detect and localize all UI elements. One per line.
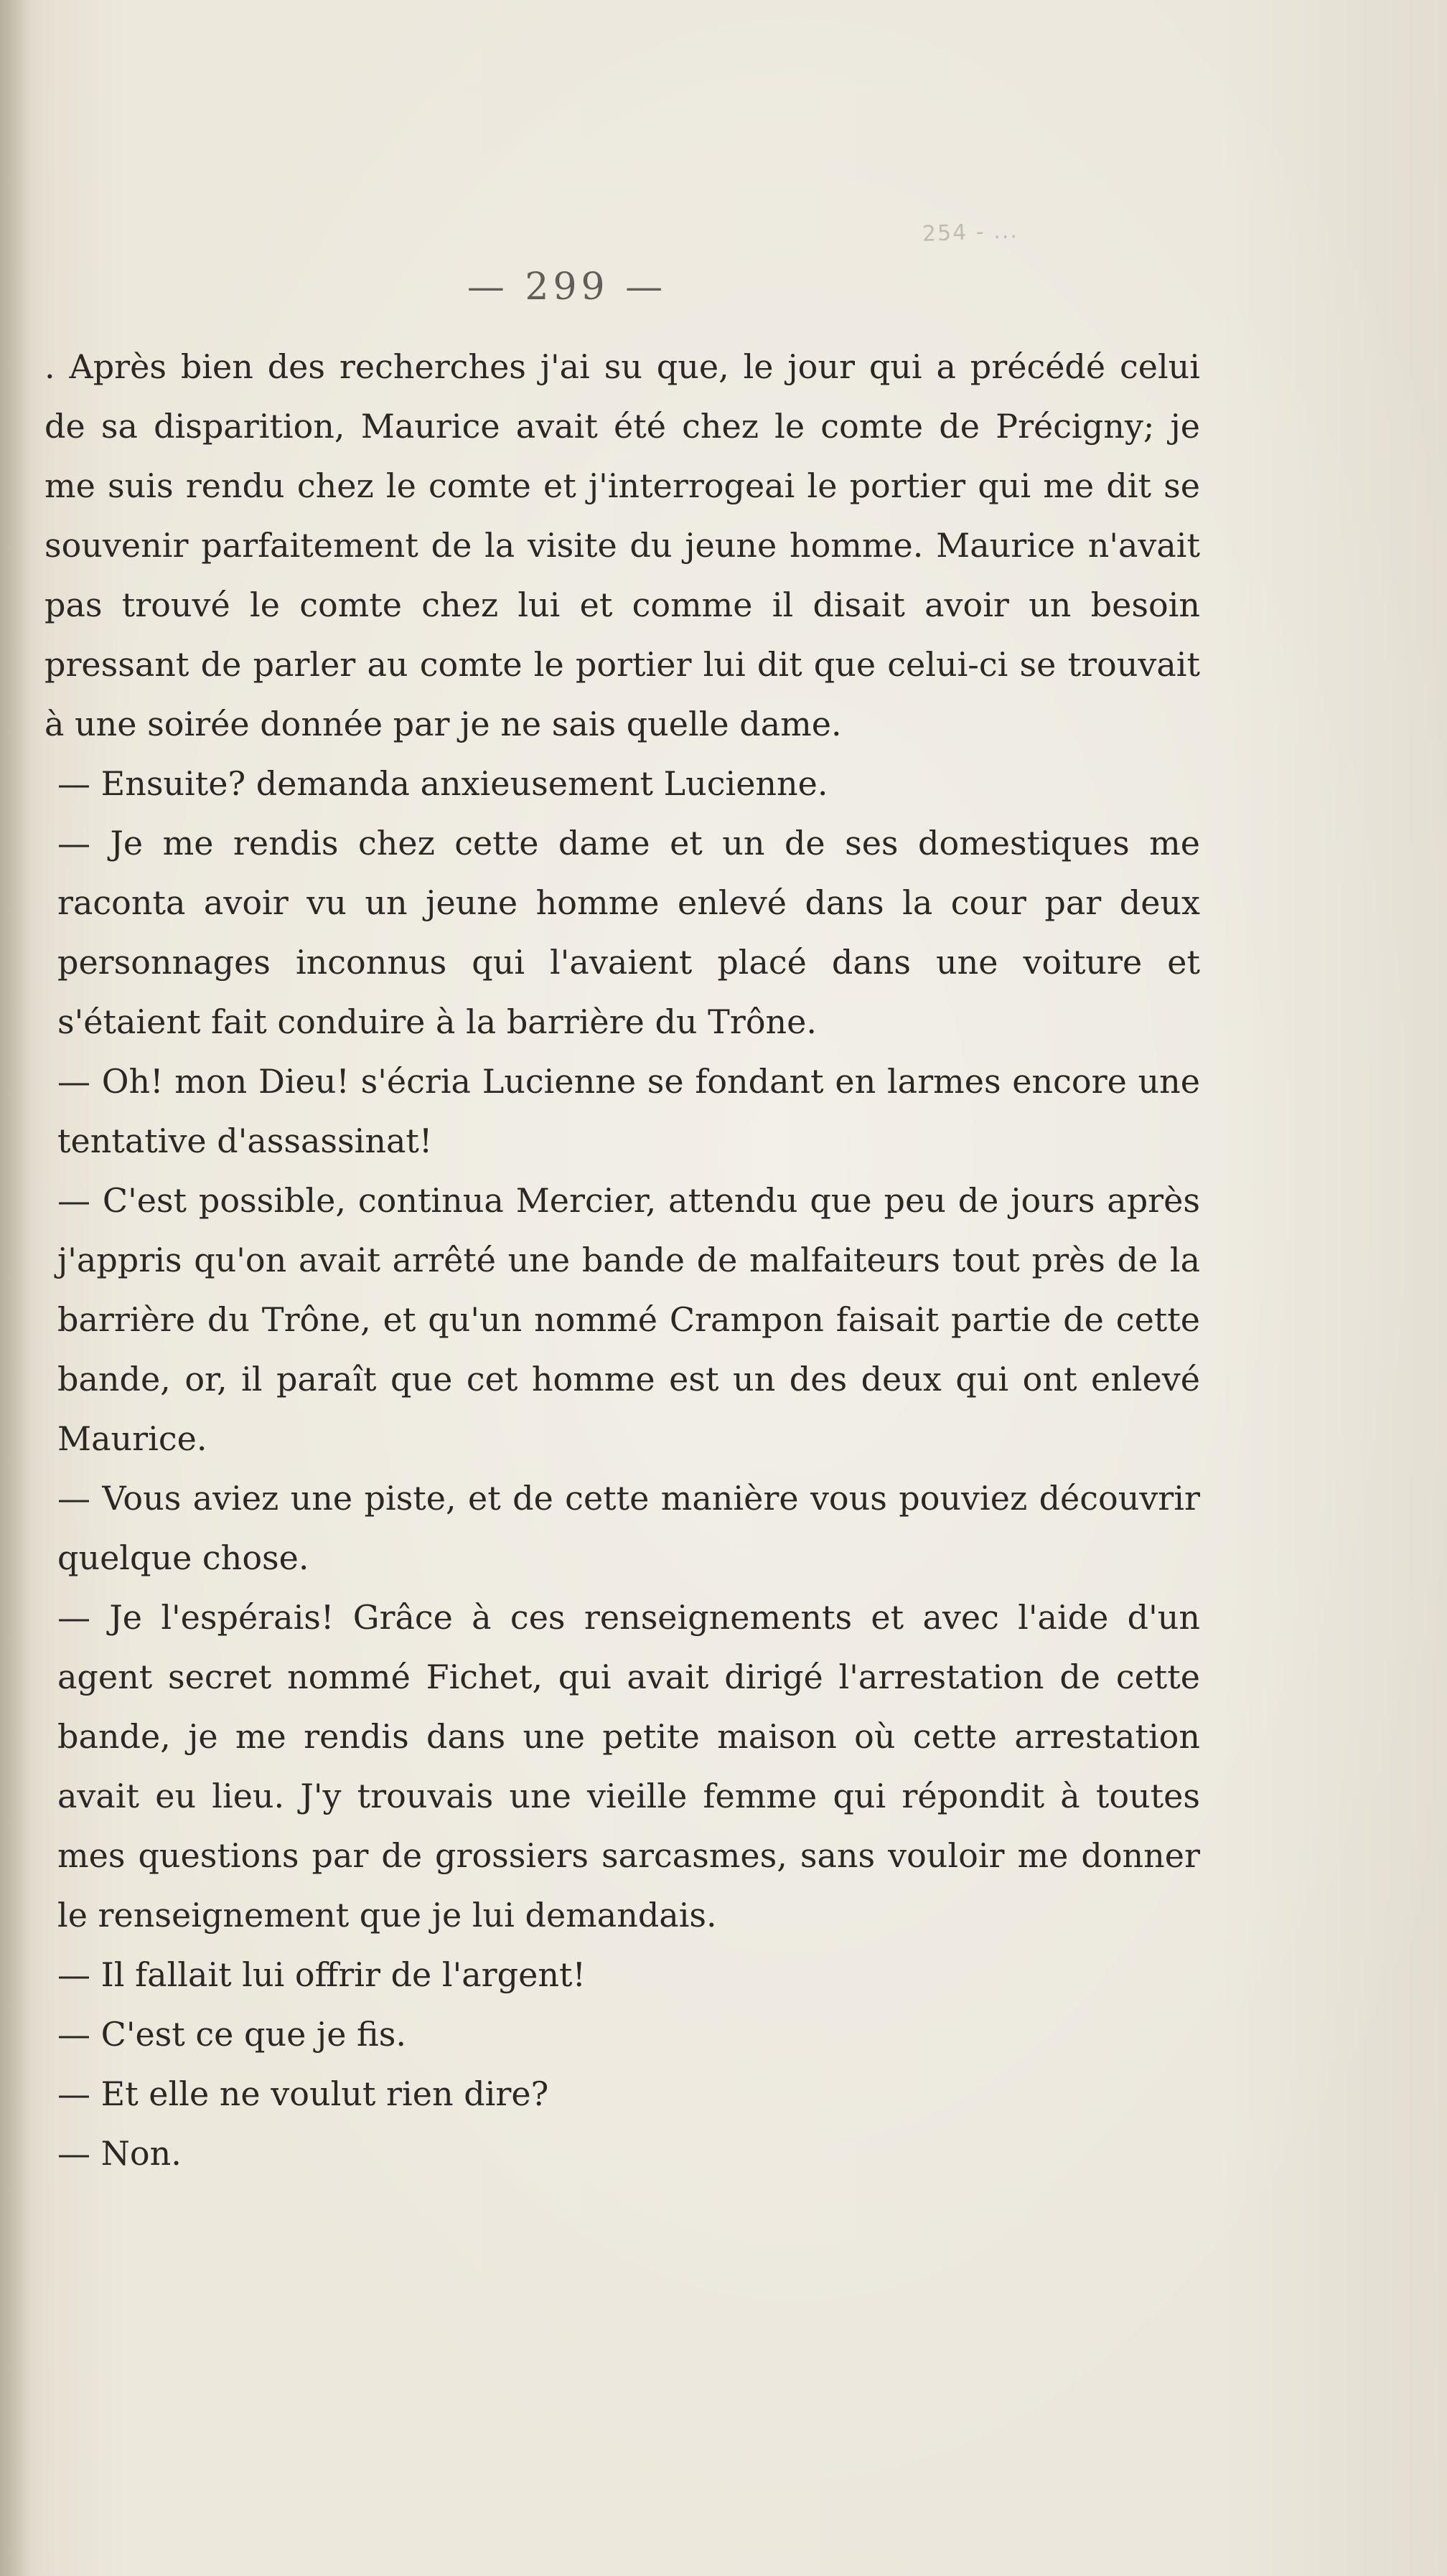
paragraph: — Non. <box>57 2134 182 2173</box>
short-dialogue <box>45 1945 1200 2184</box>
paragraph: — Et elle ne voulut rien dire? <box>57 2074 549 2113</box>
paragraph: — Ensuite? demanda anxieusement Lucienne. <box>57 764 828 803</box>
paragraph: . Après bien des recherches j'ai su que, le jour qui a précédé celui de sa disparition, Maurice avait été chez le comte de Précigny; je me suis rendu chez le comte et j'interrogeai le portier qui me dit se souvenir parfaitement de la visite du jeune homme. Maurice n'avait pas trouvé le comte chez lui et comme il disait avoir un besoin pressant de parler au comte le portier lui dit que celui-ci se trouvait à une soirée donnée par je ne sais quelle dame. <box>45 347 1200 743</box>
paragraph: — C'est ce que je fis. <box>57 2015 406 2054</box>
paragraph: — Vous aviez une piste, et de cette manière vous pouviez découvrir quelque chose. <box>57 1479 1200 1577</box>
paragraph: — C'est possible, continua Mercier, attendu que peu de jours après j'appris qu'on avait arrêté une bande de malfaiteurs tout près de la barrière du Trône, et qu'un nommé Crampon faisait partie de cette bande, or, il paraît que cet homme est un des deux qui ont enlevé Maurice. <box>57 1181 1200 1458</box>
paragraph: — Je me rendis chez cette dame et un de ses domestiques me raconta avoir vu un jeune homme enlevé dans la cour par deux personnages inconnus qui l'avaient placé dans une voiture et s'étaient fait conduire à la barrière du Trône. <box>57 824 1200 1041</box>
binding-shadow <box>0 0 32 2576</box>
paragraph: — Oh! mon Dieu! s'écria Lucienne se fondant en larmes encore une tentative d'assassinat! <box>57 1062 1200 1160</box>
body-text <box>45 337 1200 2184</box>
page-number: — 299 — <box>467 265 668 309</box>
corner-mark: 254 - ... <box>922 218 1019 247</box>
paragraph: — Je l'espérais! Grâce à ces renseignements et avec l'aide d'un agent secret nommé Fichet, qui avait dirigé l'arrestation de cette bande, je me rendis dans une petite maison où cette arrestation avait eu lieu. J'y trouvais une vieille femme qui répondit à toutes mes questions par de grossiers sarcasmes, sans vouloir me donner le renseignement que je lui demandais. <box>57 1598 1200 1935</box>
paragraph: — Il fallait lui offrir de l'argent! <box>57 1955 586 1994</box>
